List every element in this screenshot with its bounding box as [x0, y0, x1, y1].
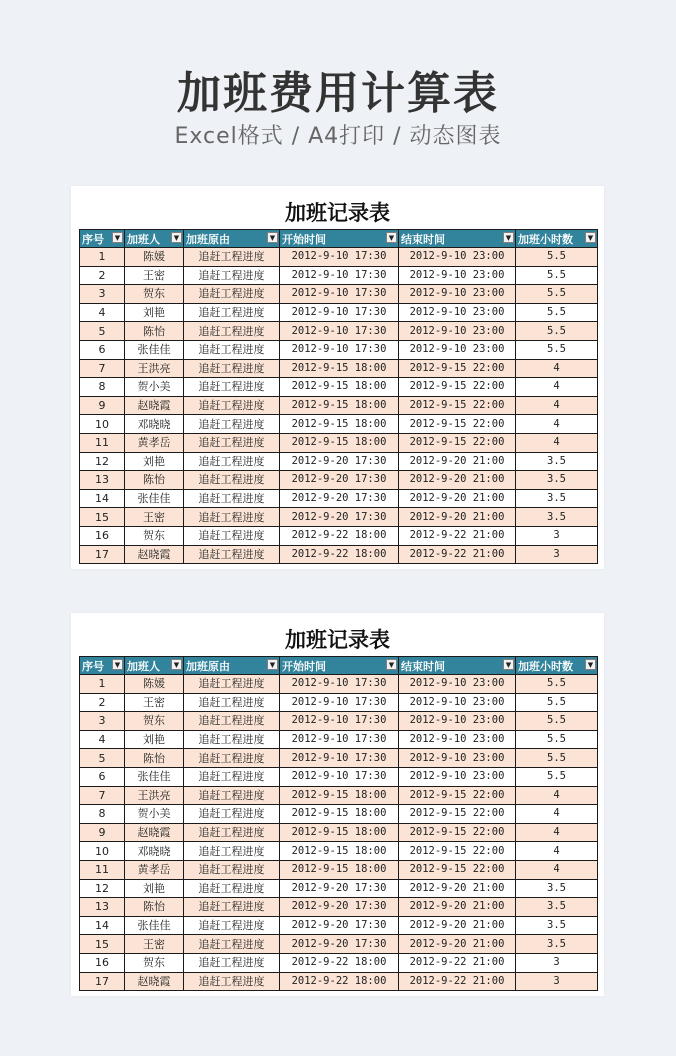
column-header-label: 加班人 [127, 232, 160, 246]
cell-start[interactable]: 2012-9-15 18:00 [280, 433, 399, 452]
table-row [80, 340, 598, 359]
cell-seq[interactable]: 16 [80, 526, 125, 545]
cell-name[interactable]: 王洪亮 [125, 359, 184, 378]
cell-seq[interactable]: 16 [80, 953, 125, 972]
cell-name[interactable]: 陈怡 [125, 471, 184, 490]
cell-name[interactable]: 邓晓晓 [125, 415, 184, 434]
header-person[interactable] [125, 230, 184, 248]
cell-seq[interactable]: 7 [80, 786, 125, 805]
cell-seq[interactable]: 1 [80, 675, 125, 694]
cell-name[interactable]: 赵晓霞 [125, 972, 184, 991]
cell-start[interactable]: 2012-9-20 17:30 [280, 471, 399, 490]
cell-start[interactable]: 2012-9-10 17:30 [280, 767, 399, 786]
cell-name[interactable]: 黄孝岳 [125, 860, 184, 879]
cell-reason[interactable]: 追赶工程进度 [184, 303, 280, 322]
cell-hours[interactable]: 5.5 [516, 285, 598, 304]
table-row [80, 471, 598, 490]
cell-seq[interactable]: 4 [80, 303, 125, 322]
cell-reason[interactable]: 追赶工程进度 [184, 396, 280, 415]
table-header-row [80, 657, 598, 675]
cell-end[interactable]: 2012-9-15 22:00 [399, 378, 516, 397]
table-row [80, 786, 598, 805]
cell-reason[interactable]: 追赶工程进度 [184, 898, 280, 917]
table-row [80, 860, 598, 879]
cell-hours[interactable]: 5.5 [516, 340, 598, 359]
cell-name[interactable]: 贺东 [125, 953, 184, 972]
cell-end[interactable]: 2012-9-10 23:00 [399, 266, 516, 285]
table-row [80, 879, 598, 898]
cell-start[interactable]: 2012-9-10 17:30 [280, 285, 399, 304]
cell-start[interactable]: 2012-9-22 18:00 [280, 545, 399, 564]
cell-start[interactable]: 2012-9-15 18:00 [280, 359, 399, 378]
table-row [80, 452, 598, 471]
cell-start[interactable]: 2012-9-10 17:30 [280, 730, 399, 749]
cell-end[interactable]: 2012-9-10 23:00 [399, 749, 516, 768]
cell-name[interactable]: 张佳佳 [125, 916, 184, 935]
header-hours[interactable] [516, 230, 598, 248]
cell-hours[interactable]: 4 [516, 823, 598, 842]
cell-name[interactable]: 陈媛 [125, 248, 184, 267]
cell-hours[interactable]: 5.5 [516, 675, 598, 694]
table-body [80, 248, 598, 564]
cell-start[interactable]: 2012-9-10 17:30 [280, 712, 399, 731]
cell-seq[interactable]: 4 [80, 730, 125, 749]
cell-end[interactable]: 2012-9-10 23:00 [399, 285, 516, 304]
cell-end[interactable]: 2012-9-15 22:00 [399, 860, 516, 879]
filter-dropdown-icon[interactable]: ▼ [503, 659, 514, 670]
cell-hours[interactable]: 5.5 [516, 322, 598, 341]
table-row [80, 359, 598, 378]
cell-start[interactable]: 2012-9-15 18:00 [280, 378, 399, 397]
cell-end[interactable]: 2012-9-15 22:00 [399, 823, 516, 842]
cell-hours[interactable]: 3 [516, 953, 598, 972]
cell-seq[interactable]: 14 [80, 916, 125, 935]
cell-reason[interactable]: 追赶工程进度 [184, 489, 280, 508]
cell-seq[interactable]: 15 [80, 508, 125, 527]
header-end-time[interactable] [399, 657, 516, 675]
cell-hours[interactable]: 5.5 [516, 693, 598, 712]
table-row [80, 248, 598, 267]
cell-hours[interactable]: 5.5 [516, 248, 598, 267]
cell-reason[interactable]: 追赶工程进度 [184, 340, 280, 359]
sheet-title: 加班记录表 [285, 200, 390, 225]
column-header-label: 序号 [82, 232, 104, 246]
cell-hours[interactable]: 4 [516, 786, 598, 805]
filter-dropdown-icon[interactable]: ▼ [171, 659, 182, 670]
cell-start[interactable]: 2012-9-15 18:00 [280, 860, 399, 879]
cell-reason[interactable]: 追赶工程进度 [184, 359, 280, 378]
cell-reason[interactable]: 追赶工程进度 [184, 805, 280, 824]
cell-name[interactable]: 王密 [125, 935, 184, 954]
cell-name[interactable]: 赵晓霞 [125, 396, 184, 415]
cell-reason[interactable]: 追赶工程进度 [184, 266, 280, 285]
cell-start[interactable]: 2012-9-10 17:30 [280, 248, 399, 267]
cell-end[interactable]: 2012-9-22 21:00 [399, 526, 516, 545]
cell-reason[interactable]: 追赶工程进度 [184, 916, 280, 935]
column-header-label: 加班小时数 [518, 232, 573, 246]
cell-seq[interactable]: 10 [80, 842, 125, 861]
cell-seq[interactable]: 7 [80, 359, 125, 378]
cell-end[interactable]: 2012-9-15 22:00 [399, 786, 516, 805]
table-row [80, 545, 598, 564]
column-header-label: 结束时间 [401, 659, 445, 673]
cell-end[interactable]: 2012-9-20 21:00 [399, 471, 516, 490]
cell-name[interactable]: 王密 [125, 266, 184, 285]
cell-start[interactable]: 2012-9-22 18:00 [280, 972, 399, 991]
cell-start[interactable]: 2012-9-15 18:00 [280, 823, 399, 842]
header-seq[interactable] [80, 230, 125, 248]
table-row [80, 303, 598, 322]
cell-reason[interactable]: 追赶工程进度 [184, 767, 280, 786]
cell-reason[interactable]: 追赶工程进度 [184, 972, 280, 991]
filter-dropdown-icon[interactable]: ▼ [267, 232, 278, 243]
header-end-time[interactable] [399, 230, 516, 248]
cell-name[interactable]: 陈媛 [125, 675, 184, 694]
overtime-table [79, 229, 598, 564]
table-row [80, 972, 598, 991]
cell-reason[interactable]: 追赶工程进度 [184, 786, 280, 805]
cell-seq[interactable]: 2 [80, 266, 125, 285]
cell-end[interactable]: 2012-9-10 23:00 [399, 730, 516, 749]
cell-end[interactable]: 2012-9-10 23:00 [399, 712, 516, 731]
cell-name[interactable]: 陈怡 [125, 749, 184, 768]
cell-seq[interactable]: 8 [80, 805, 125, 824]
cell-name[interactable]: 张佳佳 [125, 340, 184, 359]
cell-name[interactable]: 贺小美 [125, 805, 184, 824]
cell-seq[interactable]: 10 [80, 415, 125, 434]
cell-name[interactable]: 贺东 [125, 285, 184, 304]
cell-name[interactable]: 贺小美 [125, 378, 184, 397]
cell-name[interactable]: 贺东 [125, 526, 184, 545]
cell-start[interactable]: 2012-9-15 18:00 [280, 415, 399, 434]
cell-reason[interactable]: 追赶工程进度 [184, 545, 280, 564]
cell-start[interactable]: 2012-9-20 17:30 [280, 508, 399, 527]
cell-start[interactable]: 2012-9-20 17:30 [280, 452, 399, 471]
cell-end[interactable]: 2012-9-15 22:00 [399, 359, 516, 378]
cell-name[interactable]: 陈怡 [125, 898, 184, 917]
cell-seq[interactable]: 5 [80, 749, 125, 768]
cell-reason[interactable]: 追赶工程进度 [184, 749, 280, 768]
cell-start[interactable]: 2012-9-15 18:00 [280, 842, 399, 861]
sheet-preview-1 [71, 186, 604, 569]
cell-seq[interactable]: 17 [80, 545, 125, 564]
table-row [80, 433, 598, 452]
cell-start[interactable]: 2012-9-20 17:30 [280, 935, 399, 954]
cell-end[interactable]: 2012-9-20 21:00 [399, 452, 516, 471]
cell-seq[interactable]: 12 [80, 452, 125, 471]
cell-name[interactable]: 张佳佳 [125, 489, 184, 508]
cell-end[interactable]: 2012-9-15 22:00 [399, 433, 516, 452]
cell-seq[interactable]: 3 [80, 712, 125, 731]
cell-seq[interactable]: 17 [80, 972, 125, 991]
cell-end[interactable]: 2012-9-15 22:00 [399, 415, 516, 434]
table-row [80, 396, 598, 415]
cell-reason[interactable]: 追赶工程进度 [184, 248, 280, 267]
header-person[interactable] [125, 657, 184, 675]
cell-reason[interactable]: 追赶工程进度 [184, 879, 280, 898]
overtime-table [79, 656, 598, 991]
table-row [80, 898, 598, 917]
cell-hours[interactable]: 3.5 [516, 898, 598, 917]
cell-name[interactable]: 赵晓霞 [125, 545, 184, 564]
filter-dropdown-icon[interactable]: ▼ [585, 659, 596, 670]
cell-end[interactable]: 2012-9-20 21:00 [399, 935, 516, 954]
cell-seq[interactable]: 14 [80, 489, 125, 508]
column-header-label: 加班原由 [186, 232, 230, 246]
cell-start[interactable]: 2012-9-20 17:30 [280, 898, 399, 917]
cell-reason[interactable]: 追赶工程进度 [184, 693, 280, 712]
cell-reason[interactable]: 追赶工程进度 [184, 471, 280, 490]
cell-reason[interactable]: 追赶工程进度 [184, 860, 280, 879]
cell-hours[interactable]: 4 [516, 842, 598, 861]
cell-reason[interactable]: 追赶工程进度 [184, 935, 280, 954]
cell-start[interactable]: 2012-9-20 17:30 [280, 489, 399, 508]
cell-start[interactable]: 2012-9-10 17:30 [280, 322, 399, 341]
cell-start[interactable]: 2012-9-20 17:30 [280, 916, 399, 935]
cell-name[interactable]: 黄孝岳 [125, 433, 184, 452]
column-header-label: 开始时间 [282, 659, 326, 673]
table-row [80, 730, 598, 749]
cell-name[interactable]: 王洪亮 [125, 786, 184, 805]
cell-reason[interactable]: 追赶工程进度 [184, 712, 280, 731]
cell-seq[interactable]: 9 [80, 823, 125, 842]
cell-seq[interactable]: 12 [80, 879, 125, 898]
cell-end[interactable]: 2012-9-20 21:00 [399, 879, 516, 898]
cell-start[interactable]: 2012-9-10 17:30 [280, 675, 399, 694]
cell-end[interactable]: 2012-9-20 21:00 [399, 508, 516, 527]
sheet-preview-2 [71, 613, 604, 996]
table-row [80, 767, 598, 786]
cell-hours[interactable]: 3.5 [516, 489, 598, 508]
header-reason[interactable] [184, 657, 280, 675]
cell-reason[interactable]: 追赶工程进度 [184, 508, 280, 527]
cell-seq[interactable]: 3 [80, 285, 125, 304]
cell-end[interactable]: 2012-9-10 23:00 [399, 675, 516, 694]
header-hours[interactable] [516, 657, 598, 675]
cell-reason[interactable]: 追赶工程进度 [184, 823, 280, 842]
cell-hours[interactable]: 5.5 [516, 712, 598, 731]
cell-hours[interactable]: 5.5 [516, 266, 598, 285]
table-row [80, 322, 598, 341]
cell-reason[interactable]: 追赶工程进度 [184, 452, 280, 471]
header-start-time[interactable] [280, 657, 399, 675]
cell-hours[interactable]: 5.5 [516, 303, 598, 322]
header-seq[interactable] [80, 657, 125, 675]
cell-name[interactable]: 刘艳 [125, 452, 184, 471]
cell-reason[interactable]: 追赶工程进度 [184, 526, 280, 545]
cell-end[interactable]: 2012-9-10 23:00 [399, 303, 516, 322]
cell-name[interactable]: 王密 [125, 508, 184, 527]
cell-start[interactable]: 2012-9-10 17:30 [280, 340, 399, 359]
cell-name[interactable]: 陈怡 [125, 322, 184, 341]
table-row [80, 415, 598, 434]
cell-seq[interactable]: 9 [80, 396, 125, 415]
column-header-label: 序号 [82, 659, 104, 673]
cell-start[interactable]: 2012-9-10 17:30 [280, 693, 399, 712]
cell-name[interactable]: 赵晓霞 [125, 823, 184, 842]
cell-end[interactable]: 2012-9-20 21:00 [399, 898, 516, 917]
filter-dropdown-icon[interactable]: ▼ [585, 232, 596, 243]
cell-end[interactable]: 2012-9-10 23:00 [399, 693, 516, 712]
cell-seq[interactable]: 6 [80, 340, 125, 359]
cell-hours[interactable]: 3 [516, 526, 598, 545]
page-subtitle: Excel格式 / A4打印 / 动态图表 [174, 124, 502, 149]
cell-start[interactable]: 2012-9-10 17:30 [280, 266, 399, 285]
header-reason[interactable] [184, 230, 280, 248]
cell-end[interactable]: 2012-9-10 23:00 [399, 340, 516, 359]
cell-end[interactable]: 2012-9-22 21:00 [399, 972, 516, 991]
table-row [80, 823, 598, 842]
cell-seq[interactable]: 15 [80, 935, 125, 954]
table-row [80, 675, 598, 694]
table-body [80, 675, 598, 991]
cell-end[interactable]: 2012-9-15 22:00 [399, 396, 516, 415]
cell-start[interactable]: 2012-9-22 18:00 [280, 526, 399, 545]
table-row [80, 266, 598, 285]
cell-seq[interactable]: 11 [80, 433, 125, 452]
cell-start[interactable]: 2012-9-20 17:30 [280, 879, 399, 898]
filter-dropdown-icon[interactable]: ▼ [171, 232, 182, 243]
cell-end[interactable]: 2012-9-20 21:00 [399, 916, 516, 935]
table-row [80, 805, 598, 824]
cell-start[interactable]: 2012-9-10 17:30 [280, 303, 399, 322]
table-row [80, 693, 598, 712]
table-row [80, 712, 598, 731]
header-start-time[interactable] [280, 230, 399, 248]
cell-hours[interactable]: 3.5 [516, 452, 598, 471]
cell-name[interactable]: 刘艳 [125, 303, 184, 322]
cell-reason[interactable]: 追赶工程进度 [184, 730, 280, 749]
table-row [80, 935, 598, 954]
sheet-title: 加班记录表 [285, 627, 390, 652]
cell-seq[interactable]: 5 [80, 322, 125, 341]
cell-start[interactable]: 2012-9-15 18:00 [280, 396, 399, 415]
page-title: 加班费用计算表 [177, 68, 499, 119]
cell-end[interactable]: 2012-9-10 23:00 [399, 767, 516, 786]
table-row [80, 916, 598, 935]
cell-hours[interactable]: 4 [516, 860, 598, 879]
cell-hours[interactable]: 5.5 [516, 767, 598, 786]
cell-end[interactable]: 2012-9-20 21:00 [399, 489, 516, 508]
cell-end[interactable]: 2012-9-15 22:00 [399, 842, 516, 861]
cell-seq[interactable]: 13 [80, 471, 125, 490]
cell-seq[interactable]: 1 [80, 248, 125, 267]
cell-seq[interactable]: 13 [80, 898, 125, 917]
cell-name[interactable]: 刘艳 [125, 730, 184, 749]
cell-reason[interactable]: 追赶工程进度 [184, 953, 280, 972]
filter-dropdown-icon[interactable]: ▼ [112, 232, 123, 243]
table-row [80, 489, 598, 508]
cell-hours[interactable]: 4 [516, 433, 598, 452]
cell-hours[interactable]: 3.5 [516, 935, 598, 954]
cell-start[interactable]: 2012-9-10 17:30 [280, 749, 399, 768]
cell-hours[interactable]: 4 [516, 805, 598, 824]
cell-hours[interactable]: 3 [516, 972, 598, 991]
table-row [80, 508, 598, 527]
cell-name[interactable]: 王密 [125, 693, 184, 712]
cell-reason[interactable]: 追赶工程进度 [184, 433, 280, 452]
cell-name[interactable]: 张佳佳 [125, 767, 184, 786]
cell-name[interactable]: 贺东 [125, 712, 184, 731]
cell-hours[interactable]: 3 [516, 545, 598, 564]
cell-end[interactable]: 2012-9-10 23:00 [399, 248, 516, 267]
cell-name[interactable]: 邓晓晓 [125, 842, 184, 861]
cell-end[interactable]: 2012-9-10 23:00 [399, 322, 516, 341]
column-header-label: 加班人 [127, 659, 160, 673]
table-row [80, 285, 598, 304]
cell-seq[interactable]: 6 [80, 767, 125, 786]
column-header-label: 加班小时数 [518, 659, 573, 673]
cell-reason[interactable]: 追赶工程进度 [184, 842, 280, 861]
cell-seq[interactable]: 8 [80, 378, 125, 397]
cell-hours[interactable]: 3.5 [516, 471, 598, 490]
cell-hours[interactable]: 5.5 [516, 749, 598, 768]
column-header-label: 开始时间 [282, 232, 326, 246]
cell-reason[interactable]: 追赶工程进度 [184, 322, 280, 341]
cell-hours[interactable]: 3.5 [516, 879, 598, 898]
filter-dropdown-icon[interactable]: ▼ [112, 659, 123, 670]
cell-hours[interactable]: 4 [516, 396, 598, 415]
filter-dropdown-icon[interactable]: ▼ [503, 232, 514, 243]
cell-hours[interactable]: 4 [516, 378, 598, 397]
cell-name[interactable]: 刘艳 [125, 879, 184, 898]
cell-end[interactable]: 2012-9-22 21:00 [399, 545, 516, 564]
cell-hours[interactable]: 4 [516, 415, 598, 434]
table-header-row [80, 230, 598, 248]
cell-reason[interactable]: 追赶工程进度 [184, 675, 280, 694]
table-row [80, 526, 598, 545]
cell-hours[interactable]: 3.5 [516, 916, 598, 935]
table-row [80, 842, 598, 861]
cell-start[interactable]: 2012-9-15 18:00 [280, 786, 399, 805]
cell-reason[interactable]: 追赶工程进度 [184, 285, 280, 304]
column-header-label: 结束时间 [401, 232, 445, 246]
cell-end[interactable]: 2012-9-15 22:00 [399, 805, 516, 824]
filter-dropdown-icon[interactable]: ▼ [386, 232, 397, 243]
cell-hours[interactable]: 3.5 [516, 508, 598, 527]
table-row [80, 953, 598, 972]
table-row [80, 378, 598, 397]
table-row [80, 749, 598, 768]
cell-start[interactable]: 2012-9-22 18:00 [280, 953, 399, 972]
cell-reason[interactable]: 追赶工程进度 [184, 378, 280, 397]
cell-seq[interactable]: 11 [80, 860, 125, 879]
cell-end[interactable]: 2012-9-22 21:00 [399, 953, 516, 972]
filter-dropdown-icon[interactable]: ▼ [267, 659, 278, 670]
cell-hours[interactable]: 5.5 [516, 730, 598, 749]
column-header-label: 加班原由 [186, 659, 230, 673]
cell-seq[interactable]: 2 [80, 693, 125, 712]
cell-reason[interactable]: 追赶工程进度 [184, 415, 280, 434]
cell-start[interactable]: 2012-9-15 18:00 [280, 805, 399, 824]
cell-hours[interactable]: 4 [516, 359, 598, 378]
filter-dropdown-icon[interactable]: ▼ [386, 659, 397, 670]
